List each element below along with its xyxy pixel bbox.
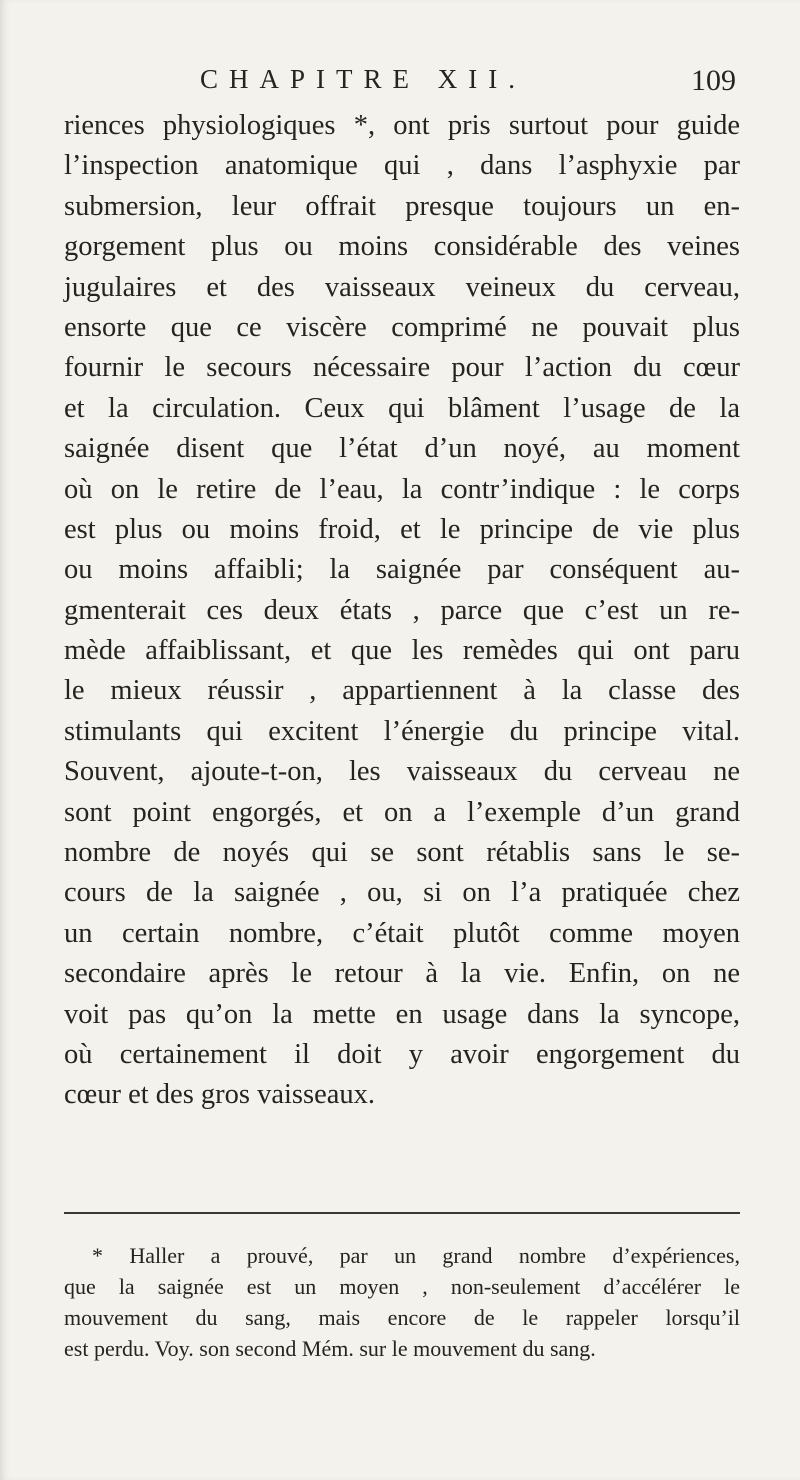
footnote [64,1240,740,1364]
footnote-line: mouvement du sang, mais encore de le rappeler lorsqu’il [64,1305,740,1330]
text-line: fournir le secours nécessaire pour l’action du cœur [64,352,740,384]
text-line: cœur et des gros vaisseaux. [64,1079,376,1111]
text-line: secondaire après le retour à la vie. Enfin, on ne [64,958,740,990]
footnote-line: est perdu. Voy. son second Mém. sur le mouvement du sang. [64,1336,596,1361]
text-line: ou moins affaibli; la saignée par conséquent au- [64,554,740,586]
text-line: saignée disent que l’état d’un noyé, au moment [64,433,740,465]
text-line: et la circulation. Ceux qui blâment l’usage de la [64,392,740,424]
text-line: voit pas qu’on la mette en usage dans la syncope, [64,998,740,1030]
footnote-line: que la saignée est un moyen , non-seulement d’accélérer le [64,1274,740,1299]
text-line: cours de la saignée , ou, si on l’a pratiquée chez [64,877,740,909]
text-line: Souvent, ajoute-t-on, les vaisseaux du cerveau ne [64,756,740,788]
footnote-divider [64,1212,740,1214]
text-line: le mieux réussir , appartiennent à la classe des [64,675,740,707]
chapter-title: CHAPITRE XII. [200,64,526,94]
text-line: nombre de noyés qui se sont rétablis sans le se- [64,837,740,869]
text-line: riences physiologiques *, ont pris surtout pour guide [64,110,740,141]
text-line: gmenterait ces deux états , parce que c’est un re- [64,594,740,626]
main-text [64,106,740,1116]
text-line: gorgement plus ou moins considérable des veines [64,231,740,263]
text-line: stimulants qui excitent l’énergie du principe vital. [64,715,740,747]
footnote-line: * Haller a prouvé, par un grand nombre d’expériences, [92,1243,740,1268]
text-line: où certainement il doit y avoir engorgement du [64,1038,740,1070]
text-line: où on le retire de l’eau, la contr’indique : le corps [64,473,740,505]
text-line: un certain nombre, c’était plutôt comme moyen [64,917,740,949]
text-line: sont point engorgés, et on a l’exemple d’un grand [64,796,740,828]
page-number: 109 [691,64,736,97]
text-line: ensorte que ce viscère comprimé ne pouvait plus [64,311,740,343]
text-line: est plus ou moins froid, et le principe de vie plus [64,513,740,545]
text-line: jugulaires et des vaisseaux veineux du cerveau, [64,271,740,303]
text-line: mède affaiblissant, et que les remèdes qui ont paru [64,635,740,667]
text-line: l’inspection anatomique qui , dans l’asphyxie par [64,150,740,182]
text-line: submersion, leur offrait presque toujours un en- [64,190,740,222]
running-header [200,64,740,104]
